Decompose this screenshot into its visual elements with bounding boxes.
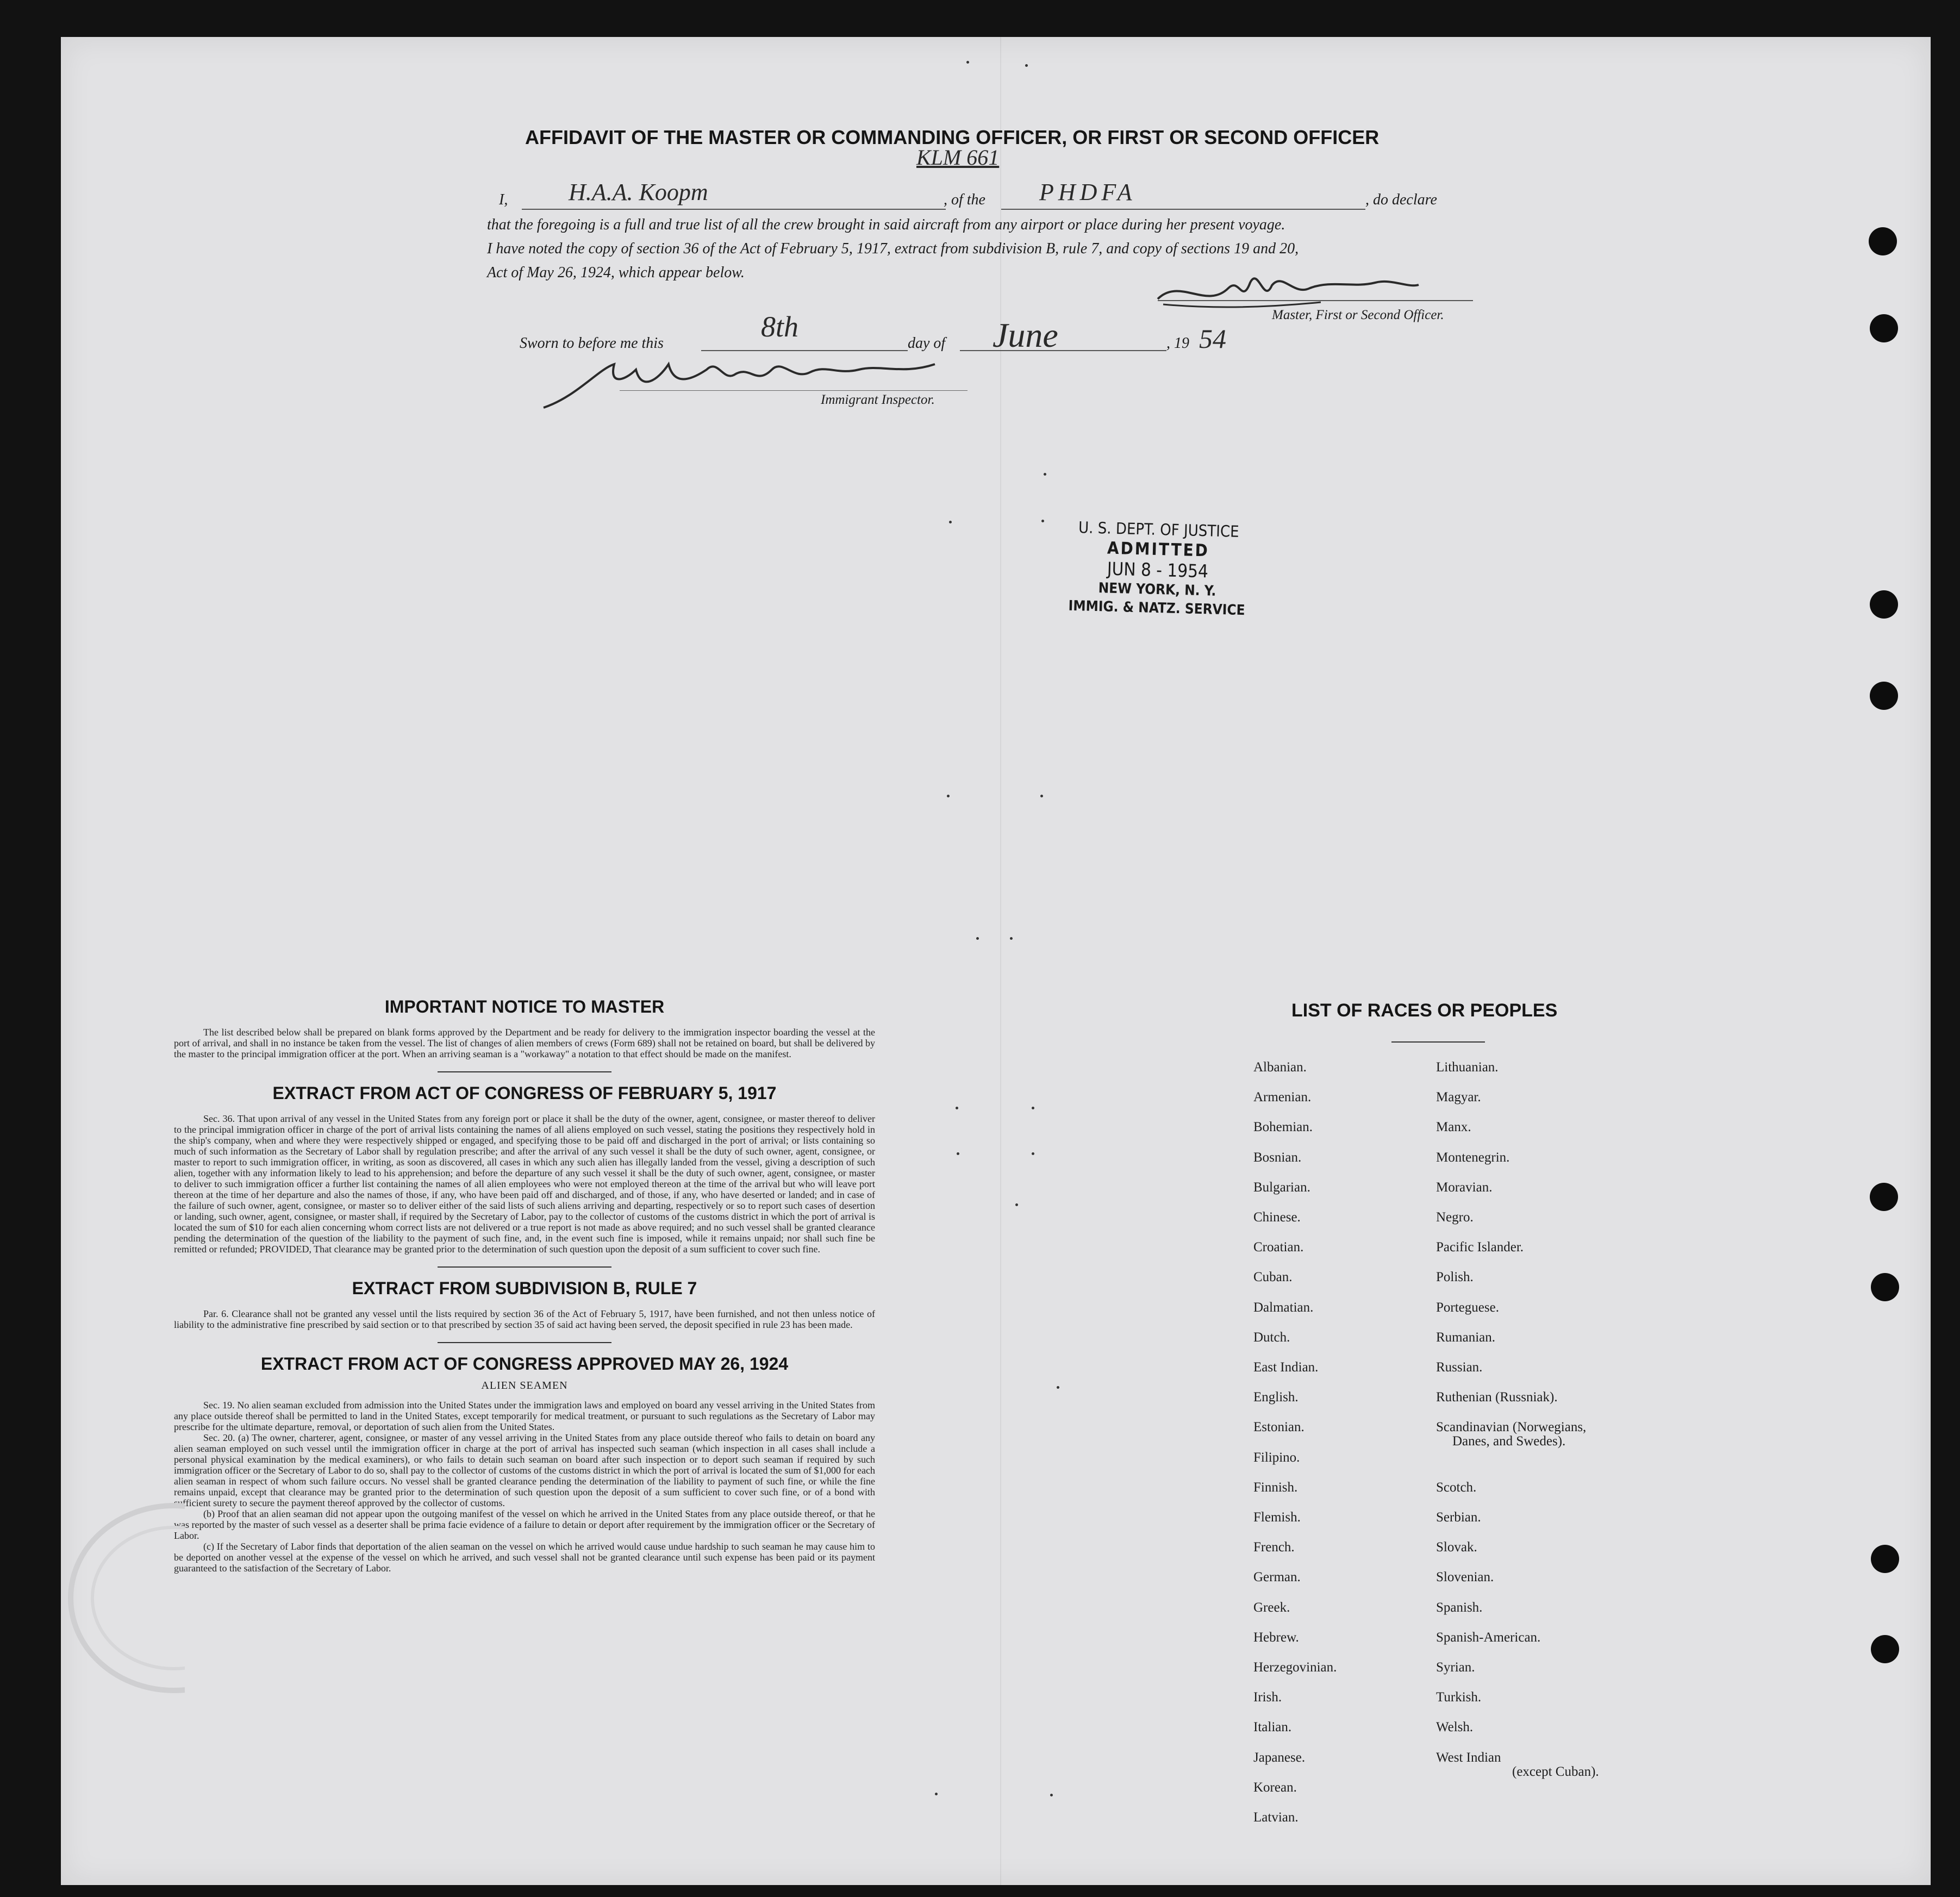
punch-dot [1015,1203,1018,1206]
year-prefix: , 19 [1166,335,1189,352]
binder-hole [1870,1183,1898,1211]
race-item: Dutch. [1253,1330,1290,1345]
race-item: Rumanian. [1436,1330,1496,1345]
i-label: I, [499,191,508,208]
race-item: Slovak. [1436,1540,1477,1555]
admitted-stamp [1059,517,1257,620]
punch-dot [956,1107,958,1109]
races-title: LIST OF RACES OR PEOPLES [1291,1000,1558,1021]
binder-hole [1871,1273,1899,1301]
punch-dot [949,521,952,523]
section-rule [438,1266,611,1268]
binder-hole [1870,682,1898,710]
race-item: Negro. [1436,1210,1474,1225]
race-item: Estonian. [1253,1420,1304,1435]
extract-1924-title: EXTRACT FROM ACT OF CONGRESS APPROVED MAY 26, 1924 [260,1354,789,1374]
page-fold [1000,37,1001,1885]
name-field [522,178,946,210]
punch-dot [957,1152,959,1155]
race-item: Chinese. [1253,1210,1301,1225]
sworn-label: Sworn to before me this [520,335,664,352]
race-item: Greek. [1253,1600,1290,1615]
document-page [61,37,1931,1885]
race-item: Manx. [1436,1120,1471,1135]
race-item: Latvian. [1253,1810,1299,1825]
race-item: Hebrew. [1253,1630,1299,1645]
race-item: Irish. [1253,1690,1282,1705]
notice-section [174,997,875,1574]
binder-hole [1870,314,1898,342]
race-item: Moravian. [1436,1180,1493,1195]
races-title-rule [1391,1041,1485,1043]
punch-dot [1032,1107,1034,1109]
affidavit-line-3: I have noted the copy of section 36 of the Act of February 5, 1917, extract from subdivision B, rule 7, and copy of sections 19 and 20, [487,240,1299,257]
rule7-title: EXTRACT FROM SUBDIVISION B, RULE 7 [352,1278,697,1298]
race-item: Italian. [1253,1720,1292,1735]
of-the-label: , of the [944,191,985,208]
race-item: Flemish. [1253,1510,1301,1525]
punch-dot [1010,937,1013,940]
alien-seamen-subtitle: ALIEN SEAMEN [481,1380,568,1391]
punch-dot [1050,1794,1053,1796]
declare-label: , do declare [1365,191,1437,208]
race-item: Finnish. [1253,1480,1298,1495]
race-item: Spanish-American. [1436,1630,1541,1645]
punch-dot [1025,64,1028,67]
affidavit-line-2: that the foregoing is a full and true list of all the crew brought in said aircraft from any airport or place during her present voyage. [487,216,1285,233]
punch-dot [1041,520,1044,522]
race-item: Korean. [1253,1780,1297,1795]
race-item: West Indian [1436,1750,1501,1765]
notice-text: The list described below shall be prepared on blank forms approved by the Department and be ready for delivery to the immigration inspector boarding the vessel at the port of arrival, and shall in no instance be taken from the vessel. The list of changes of alien members of crews (Form 689) shall not be retained on board, but shall be delivered by the master to the principal immigration officer at the port. When an arriving seaman is a "workaway" a notation to that effect should be made on the manifest. [174,1027,875,1059]
stamp-date: JUN 8 - 1954 [1107,558,1209,582]
day-handwritten: 8th [761,310,799,343]
stamp-dept: U. S. DEPT. OF JUSTICE [1078,518,1240,541]
race-item: Montenegrin. [1436,1150,1510,1165]
race-item-continuation: (except Cuban). [1512,1764,1599,1779]
race-item: Cuban. [1253,1270,1293,1285]
race-item-continuation: Danes, and Swedes). [1452,1434,1566,1449]
embossed-seal [65,1500,185,1696]
race-item: Bosnian. [1253,1150,1302,1165]
race-item: Syrian. [1436,1660,1475,1675]
day-of-label: day of [908,335,946,352]
race-item: Scotch. [1436,1480,1477,1495]
punch-dot [1040,795,1043,797]
binder-hole [1871,1545,1899,1573]
race-item: Armenian. [1253,1090,1312,1105]
binder-hole [1871,1635,1899,1663]
race-item: Pacific Islander. [1436,1240,1524,1255]
race-item: Porteguese. [1436,1300,1499,1315]
race-item: English. [1253,1390,1299,1405]
punch-dot [966,61,969,64]
race-item: Welsh. [1436,1720,1474,1735]
sec20a-text: Sec. 20. (a) The owner, charterer, agent, consignee, or master of any vessel arriving in the United States from any place outside thereof who fails to detain on board any alien seaman employed on such vessel until the immigration officer in charge at the port of arrival has inspected such seaman (which inspection in all cases shall include a personal physical examination by the medical examiners), or who fails to detain such seaman on board after such inspection or to deport such seaman if required by such immigration officer or the Secretary of Labor to do so, shall pay to the collector of customs of the customs district in which the port of arrival is located the sum of $1,000 for each alien seaman in respect of whom such failure occurs. No vessel shall be granted clearance pending the determination of the liability to payment of such fine, or while the fine remains unpaid, except that clearance may be granted prior to the determination of such question upon the deposit of a sum sufficient to cover such fine, or of a bond with sufficient surety to secure the payment thereof approved by the collector of customs. [174,1432,875,1508]
sec20b-text: (b) Proof that an alien seaman did not appear upon the outgoing manifest of the vessel on which he arrived in the United States from any place outside thereof, or that he was reported by the master of such vessel as a deserter shall be prima facie evidence of a failure to detain or deport after requirement by the immigration officer or the Secretary of Labor. [174,1508,875,1541]
binder-hole [1869,227,1897,255]
race-item: Scandinavian (Norwegians, [1436,1420,1587,1435]
race-item: East Indian. [1253,1360,1319,1375]
master-label: Master, First or Second Officer. [1272,308,1444,322]
race-item: French. [1253,1540,1295,1555]
race-item: Russian. [1436,1360,1483,1375]
flight-number-handwritten: KLM 661 [916,145,1000,170]
race-item: Polish. [1436,1270,1474,1285]
aircraft-field [1001,178,1365,210]
race-item: Herzegovinian. [1253,1660,1337,1675]
affidavit-line-4: Act of May 26, 1924, which appear below. [487,264,745,281]
race-item: Serbian. [1436,1510,1481,1525]
race-item: Croatian. [1253,1240,1304,1255]
race-item: Magyar. [1436,1090,1481,1105]
stamp-city: NEW YORK, N. Y. [1098,580,1216,600]
race-item: German. [1253,1570,1301,1585]
inspector-signature-line [620,390,967,391]
extract-1917-title: EXTRACT FROM ACT OF CONGRESS OF FEBRUARY 5, 1917 [272,1083,777,1103]
punch-dot [1057,1386,1059,1389]
punch-dot [935,1793,938,1795]
stamp-admitted: ADMITTED [1107,538,1210,561]
affidavit-title: AFFIDAVIT OF THE MASTER OR COMMANDING OFFICER, OR FIRST OR SECOND OFFICER [525,126,1380,148]
rule7-text: Par. 6. Clearance shall not be granted any vessel until the lists required by section 36 of the Act of February 5, 1917, have been furnished, and not then unless notice of liability to the administrative fine prescribed by said section or to that prescribed by section 35 of said act having been served, the deposit specified in rule 23 has been made. [174,1308,875,1330]
year-handwritten: 54 [1199,323,1226,354]
race-item: Bulgarian. [1253,1180,1310,1195]
inspector-label: Immigrant Inspector. [821,392,935,407]
section-rule [438,1071,611,1072]
stamp-service: IMMIG. & NATZ. SERVICE [1068,597,1245,619]
month-field [960,316,1166,354]
race-item: Bohemian. [1253,1120,1313,1135]
race-item: Slovenian. [1436,1570,1494,1585]
section-rule [438,1342,611,1343]
race-item: Lithuanian. [1436,1060,1499,1075]
punch-dot [976,937,979,940]
aircraft-handwritten: PHDFA [1039,179,1137,205]
punch-dot [947,795,950,797]
race-item: Albanian. [1253,1060,1307,1075]
race-item: Ruthenian (Russniak). [1436,1390,1558,1405]
month-handwritten: June [993,316,1058,354]
master-signature-line [1158,300,1473,301]
sec19-text: Sec. 19. No alien seaman excluded from admission into the United States under the immigration laws and employed on board any vessel arriving in the United States from any place outside thereof shall be permitted to land in the United States, except temporarily for medical treatment, or pursuant to such regulations as the Secretary of Labor may prescribe for the ultimate departure, removal, or deportation of such alien from the United States. [174,1400,875,1432]
race-item: Dalmatian. [1253,1300,1314,1315]
race-item: Turkish. [1436,1690,1482,1705]
race-item: Japanese. [1253,1750,1306,1765]
race-item: Filipino. [1253,1450,1300,1465]
punch-dot [1032,1152,1034,1155]
master-name-handwritten: H.A.A. Koopm [569,179,708,205]
notice-title: IMPORTANT NOTICE TO MASTER [384,997,665,1016]
race-item: Spanish. [1436,1600,1483,1615]
extract-1917-text: Sec. 36. That upon arrival of any vessel in the United States from any foreign port or place it shall be the duty of the owner, agent, consignee, or master thereof to deliver to the principal immigration officer in charge of the port of arrival lists containing the names of all aliens employed on such vessel, stating the positions they respectively hold in the ship's company, when and where they were respectively shipped or engaged, and specifying those to be paid off and discharged in the port of arrival; or lists containing so much of such information as the Secretary of Labor shall by regulation prescribe; and after the arrival of any such vessel it shall be the duty of such owner, agent, consignee, or master to report to such immigration officer, in writing, as soon as discovered, all cases in which any such alien has illegally landed from the vessel, giving a description of such alien, together with any information likely to lead to his apprehension; and before the departure of any such vessel it shall be the duty of such owner, agent, consignee, or master to deliver to such immigration officer a further list containing the names of all alien employees who were not employed thereon at the time of the arrival but who will leave port thereon at the time of her departure and also the names of those, if any, who have been paid off and discharged, and of those, if any, who have deserted or landed; and in case of the failure of such owner, agent, consignee, or master so to deliver either of the said lists of such aliens arriving and departing, respectively or so to report such cases of desertion or landing, such owner, agent, consignee, or master shall, if required by the Secretary of Labor, pay to the collector of customs of the customs district in which the port of arrival is located the sum of $10 for each alien concerning whom correct lists are not delivered or a true report is not made as above required; and no such vessel shall be granted clearance pending the determination of the question of the liability to the payment of such fine, and, in the event such fine is imposed, while it remains unpaid; nor shall such fine be remitted or refunded; PROVIDED, That clearance may be granted prior to the determination of such question upon the deposit of a sum sufficient to cover such fine. [174,1113,875,1255]
sec20c-text: (c) If the Secretary of Labor finds that deportation of the alien seaman on the vessel on which he arrived would cause undue hardship to such seaman he may cause him to be deported on another vessel at the expense of the vessel on which he arrived, and such vessel shall not be granted clearance until such expense has been paid or its payment guaranteed to the satisfaction of the Secretary of Labor. [174,1541,875,1574]
binder-hole [1870,590,1898,619]
punch-dot [1044,473,1046,476]
day-field [701,310,908,351]
